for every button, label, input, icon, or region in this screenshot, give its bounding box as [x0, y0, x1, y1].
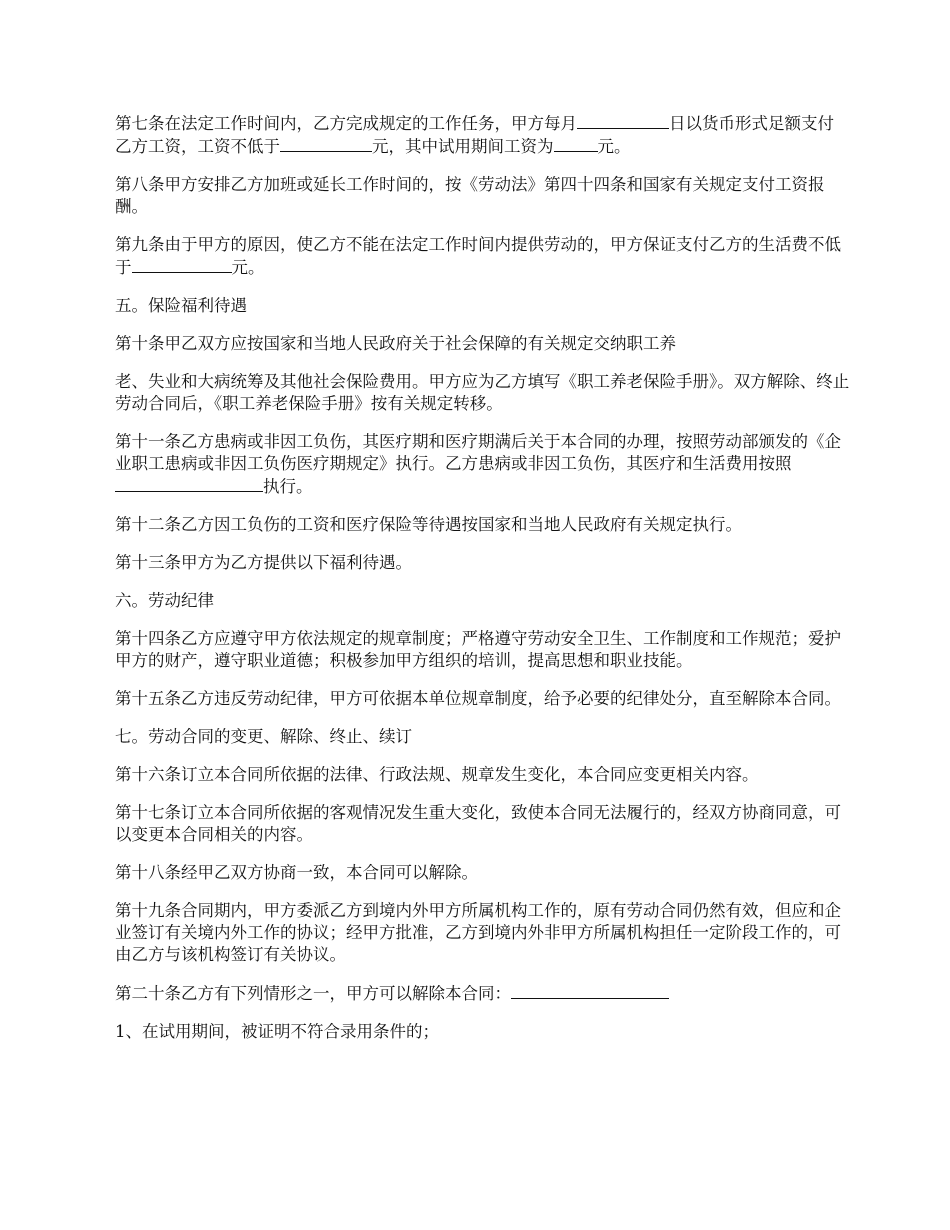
article-11-text-2: 执行。 [263, 477, 313, 496]
medical-cost-basis-blank[interactable] [115, 475, 263, 492]
termination-conditions-blank[interactable] [511, 982, 669, 999]
article-10-part-2: 老、失业和大病统筹及其他社会保险费用。甲方应为乙方填写《职工养老保险手册》。双方解除、终止劳动合同后，《职工养老保险手册》按有关规定转移。 [115, 372, 850, 413]
living-allowance-blank[interactable] [132, 256, 232, 273]
article-7-text-2: 日以货币形式足额支付乙方工资，工资不低于 [115, 114, 834, 156]
article-9 [115, 234, 850, 279]
article-12: 第十二条乙方因工负伤的工资和医疗保险等待遇按国家和当地人民政府有关规定执行。 [115, 515, 742, 534]
min-wage-blank[interactable] [280, 135, 372, 152]
article-9-text-2: 元。 [231, 258, 265, 277]
article-20 [115, 982, 850, 1005]
article-16: 第十六条订立本合同所依据的法律、行政法规、规章发生变化，本合同应变更相关内容。 [115, 765, 759, 784]
article-9-text-1: 第九条由于甲方的原因，使乙方不能在法定工作时间内提供劳动的，甲方保证支付乙方的生活费不低于 [115, 235, 841, 277]
section-heading-6: 六。劳动纪律 [115, 591, 214, 610]
article-8: 第八条甲方安排乙方加班或延长工作时间的，按《劳动法》第四十四条和国家有关规定支付工资报酬。 [115, 175, 825, 216]
article-15: 第十五条乙方违反劳动纪律，甲方可依据本单位规章制度，给予必要的纪律处分，直至解除本合同。 [115, 689, 841, 708]
article-11-text-1: 第十一条乙方患病或非因工负伤，其医疗期和医疗期满后关于本合同的办理，按照劳动部颁发的《企业职工患病或非因工负伤医疗期规定》执行。乙方患病或非因工负伤，其医疗和生活费用按照 [115, 432, 841, 473]
document-body [115, 112, 850, 1059]
article-7-text-1: 第七条在法定工作时间内，乙方完成规定的工作任务，甲方每月 [115, 114, 577, 133]
probation-wage-blank[interactable] [554, 135, 598, 152]
section-heading-7: 七。劳动合同的变更、解除、终止、续订 [115, 727, 412, 746]
article-10-part-1: 第十条甲乙双方应按国家和当地人民政府关于社会保障的有关规定交纳职工养 [115, 334, 676, 353]
article-14: 第十四条乙方应遵守甲方依法规定的规章制度；严格遵守劳动安全卫生、工作制度和工作规范；爱护甲方的财产，遵守职业道德；积极参加甲方组织的培训，提高思想和职业技能。 [115, 629, 841, 670]
pay-day-blank[interactable] [577, 112, 669, 129]
article-11 [115, 431, 850, 498]
list-item-1: 1、在试用期间，被证明不符合录用条件的； [115, 1022, 439, 1041]
article-13: 第十三条甲方为乙方提供以下福利待遇。 [115, 553, 412, 572]
section-heading-5: 五。保险福利待遇 [115, 296, 247, 315]
article-7-text-3: 元，其中试用期间工资为 [372, 137, 554, 156]
article-18: 第十八条经甲乙双方协商一致，本合同可以解除。 [115, 863, 478, 882]
article-19: 第十九条合同期内，甲方委派乙方到境内外甲方所属机构工作的，原有劳动合同仍然有效，但应和企业签订有关境内外工作的协议；经甲方批准，乙方到境内外非甲方所属机构担任一定阶段工作的，可由乙方与该机构签订有关协议。 [115, 901, 841, 964]
article-17: 第十七条订立本合同所依据的客观情况发生重大变化，致使本合同无法履行的，经双方协商同意，可以变更本合同相关的内容。 [115, 803, 841, 844]
article-20-text-1: 第二十条乙方有下列情形之一，甲方可以解除本合同： [115, 984, 511, 1003]
article-7-text-4: 元。 [597, 137, 631, 156]
article-7 [115, 112, 850, 158]
